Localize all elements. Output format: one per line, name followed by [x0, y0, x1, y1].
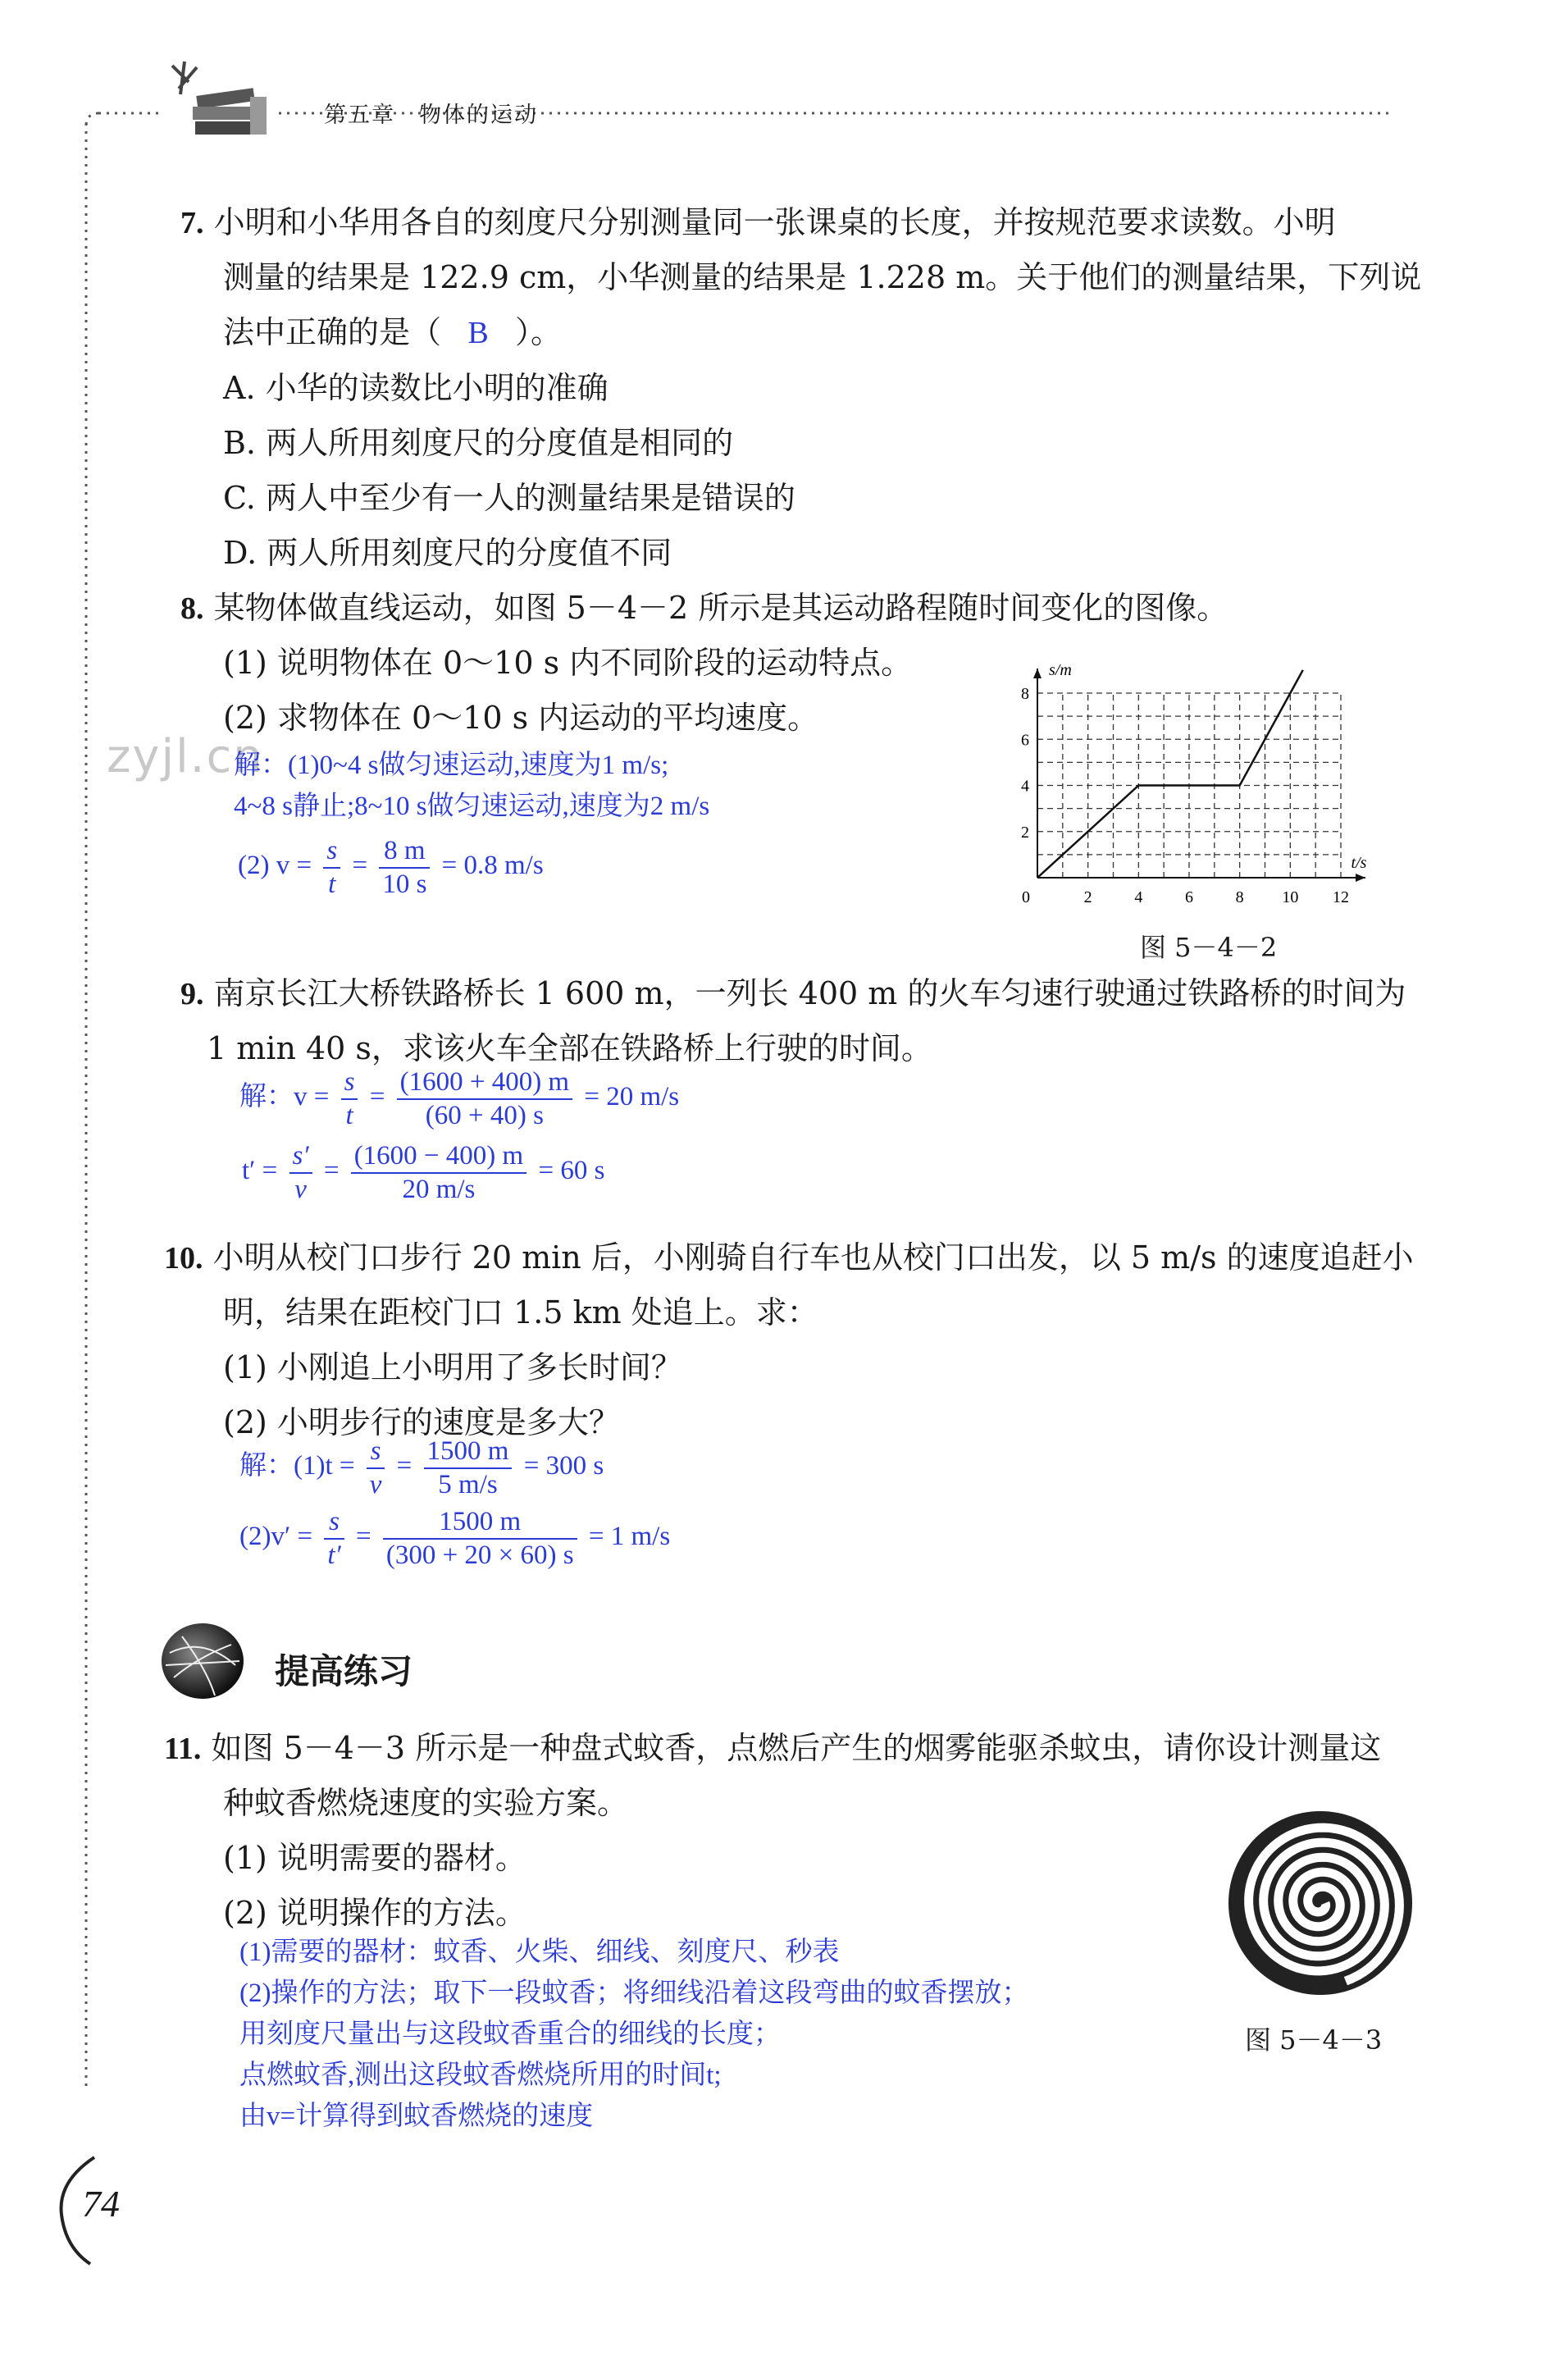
x-tick-label: 8 — [1235, 888, 1244, 906]
question-number: 9. — [180, 977, 204, 1011]
answer-line: 4~8 s静止;8~10 s做匀速运动,速度为2 m/s — [234, 792, 710, 821]
question-number: 10. — [164, 1241, 203, 1276]
question-number: 7. — [180, 206, 204, 240]
watermark: zyjl.cn — [107, 730, 264, 783]
answer-line: (2)操作的方法；取下一段蚊香；将细线沿着这段弯曲的蚊香摆放； — [239, 1978, 1029, 2008]
answer-formula: 解：v = $\frac{s}{t}$ = $\frac{(1600 + 400) m}{(60 + 40) s}$ = 20 m/s — [239, 1067, 680, 1130]
series-line — [1037, 670, 1303, 878]
option-b: B. 两人所用刻度尺的分度值是相同的 — [223, 425, 734, 461]
y-tick-label: 6 — [1021, 731, 1029, 750]
section-title: 提高练习 — [275, 1651, 413, 1691]
x-tick-label: 4 — [1134, 888, 1143, 906]
question-text: 小明从校门口步行 20 min 后，小刚骑自行车也从校门口出发，以 5 m/s 的速度追赶小 — [212, 1239, 1414, 1276]
sub-question-1: (1) 说明物体在 0～10 s 内不同阶段的运动特点。 — [223, 645, 913, 681]
figure-caption: 图 5－4－2 — [1140, 932, 1278, 963]
page-number: 74 — [82, 2183, 120, 2225]
question-text: 某物体做直线运动，如图 5－4－2 所示是其运动路程随时间变化的图像。 — [213, 590, 1228, 626]
option-d: D. 两人所用刻度尺的分度值不同 — [223, 535, 672, 571]
option-a: A. 小华的读数比小明的准确 — [223, 370, 609, 406]
question-text: 如图 5－4－3 所示是一种盘式蚊香，点燃后产生的烟雾能驱杀蚊虫，请你设计测量这 — [211, 1730, 1382, 1766]
y-tick-label: 2 — [1021, 823, 1029, 842]
x-axis-arrow — [1356, 874, 1365, 882]
answer-choice: B — [467, 316, 489, 350]
y-tick-label: 4 — [1021, 777, 1029, 796]
globe-icon — [157, 1620, 248, 1702]
sub-question-1: (1) 小刚追上小明用了多长时间？ — [223, 1349, 682, 1385]
left-margin-rule — [82, 123, 90, 2092]
answer-line: 由v=计算得到蚊香燃烧的速度 — [239, 2102, 594, 2131]
figure-caption: 图 5－4－3 — [1245, 2024, 1383, 2056]
sub-question-2: (2) 说明操作的方法。 — [223, 1895, 526, 1931]
chapter-title: 第五章 物体的运动 — [324, 103, 538, 128]
answer-line: (1)需要的器材：蚊香、火柴、细线、刻度尺、秒表 — [239, 1937, 840, 1967]
header-decoration — [82, 49, 1411, 139]
answer-formula: (2)v′ = $\frac{s}{t'}$ = $\frac{1500 m}{(300 + 20 \times 60) s}$ = 1 m/s — [239, 1507, 671, 1570]
answer-line: 用刻度尺量出与这段蚊香重合的细线的长度； — [239, 2020, 781, 2049]
question-text: 小明和小华用各自的刻度尺分别测量同一张课桌的长度，并按规范要求读数。小明 — [213, 204, 1336, 240]
answer-formula: 解：(1)t = $\frac{s}{v}$ = $\frac{1500 m}{5 m/s}$ = 300 s — [239, 1436, 604, 1499]
question-text: 测量的结果是 122.9 cm，小华测量的结果是 1.228 m。关于他们的测量结果，下列说 — [223, 259, 1422, 295]
y-tick-label: 8 — [1021, 685, 1029, 703]
question-text: 法中正确的是（ — [223, 314, 442, 350]
distance-time-chart — [1005, 648, 1390, 919]
y-axis-arrow — [1033, 669, 1042, 678]
option-c: C. 两人中至少有一人的测量结果是错误的 — [223, 480, 795, 516]
sub-question-2: (2) 求物体在 0～10 s 内运动的平均速度。 — [223, 700, 819, 736]
books-logo-icon — [172, 62, 267, 135]
mosquito-coil-icon — [1222, 1805, 1419, 2001]
answer-formula: (2) v = $\frac{s}{t}$ = $\frac{8 m}{10 s}$ = 0.8 m/s — [238, 836, 544, 899]
question-text: 明，结果在距校门口 1.5 km 处追上。求： — [223, 1294, 818, 1330]
answer-line: 点燃蚊香,测出这段蚊香燃烧所用的时间t; — [239, 2061, 722, 2090]
x-tick-label: 2 — [1083, 888, 1092, 906]
question-text: 种蚊香燃烧速度的实验方案。 — [223, 1785, 629, 1821]
question-text: 南京长江大桥铁路桥长 1 600 m，一列长 400 m 的火车匀速行驶通过铁路桥的时间为 — [213, 975, 1406, 1011]
x-tick-label: 10 — [1282, 888, 1299, 906]
sub-question-2: (2) 小明步行的速度是多大？ — [223, 1404, 620, 1440]
x-tick-label: 0 — [1022, 888, 1030, 906]
sub-question-1: (1) 说明需要的器材。 — [223, 1840, 526, 1876]
question-number: 8. — [180, 591, 204, 626]
question-number: 11. — [164, 1732, 202, 1766]
answer-line: 解：(1)0~4 s做匀速运动,速度为1 m/s; — [234, 751, 669, 780]
x-tick-label: 12 — [1333, 888, 1349, 906]
y-axis-label: s/m — [1049, 661, 1072, 679]
question-text: 1 min 40 s，求该火车全部在铁路桥上行驶的时间。 — [207, 1030, 932, 1066]
x-axis-label: t/s — [1351, 854, 1367, 872]
answer-formula: t′ = $\frac{s'}{v}$ = $\frac{(1600 - 400) m}{20 m/s}$ = 60 s — [242, 1141, 605, 1204]
question-text: ）。 — [515, 314, 563, 350]
x-tick-label: 6 — [1185, 888, 1193, 906]
